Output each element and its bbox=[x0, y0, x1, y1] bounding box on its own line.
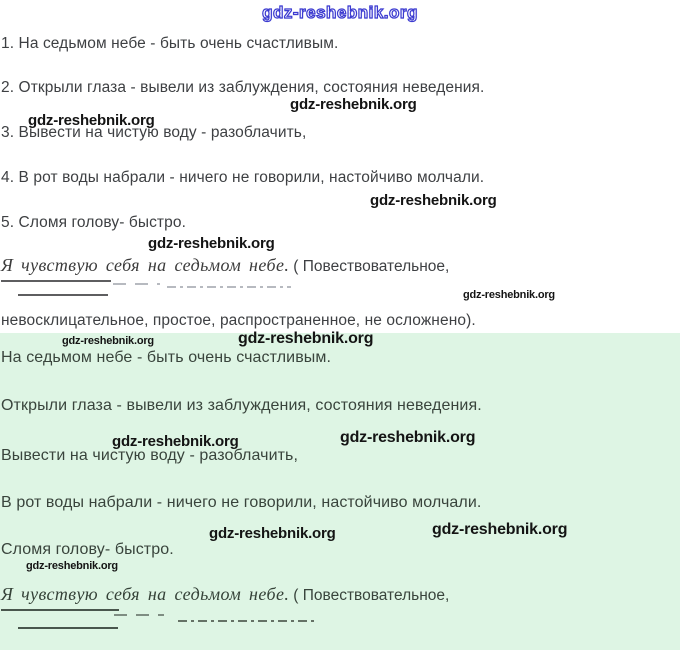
site-watermark: gdz-reshebnik.org bbox=[463, 289, 555, 301]
parsed-sentence-note: ( Повествовательное, bbox=[293, 587, 450, 604]
site-watermark: gdz-reshebnik.org bbox=[26, 560, 118, 572]
sentence-continuation: невосклицательное, простое, распространенное, не осложнено). bbox=[1, 312, 476, 329]
subject-underline bbox=[1, 280, 111, 282]
site-watermark: gdz-reshebnik.org bbox=[112, 433, 239, 450]
adverbial-underline bbox=[167, 286, 291, 288]
site-watermark: gdz-reshebnik.org bbox=[238, 330, 374, 347]
parsed-sentence-note: ( Повествовательное, bbox=[293, 258, 450, 275]
site-watermark: gdz-reshebnik.org bbox=[28, 112, 155, 129]
answer-item-4: В рот воды набрали - ничего не говорили, настойчиво молчали. bbox=[1, 494, 482, 511]
subject-underline bbox=[1, 609, 119, 611]
answer-item-1: На седьмом небе - быть очень счастливым. bbox=[1, 349, 332, 366]
parsed-sentence-italic: Я чувствую себя на седьмом небе. bbox=[1, 584, 290, 604]
parsed-sentence-italic: Я чувствую себя на седьмом небе. bbox=[1, 255, 290, 275]
site-watermark: gdz-reshebnik.org bbox=[209, 525, 336, 542]
predicate-underline-2 bbox=[18, 627, 118, 629]
site-watermark: gdz-reshebnik.org bbox=[370, 192, 497, 209]
object-underline bbox=[114, 614, 164, 616]
idiom-item-2: 2. Открыли глаза - вывели из заблуждения, состояния неведения. bbox=[1, 79, 485, 96]
site-watermark: gdz-reshebnik.org bbox=[148, 235, 275, 252]
site-watermark: gdz-reshebnik.org bbox=[62, 335, 154, 347]
site-watermark: gdz-reshebnik.org bbox=[340, 429, 476, 446]
site-watermark-blue: gdz-reshebnik.org bbox=[262, 3, 418, 22]
adverbial-underline bbox=[178, 620, 318, 622]
idiom-item-5: 5. Сломя голову- быстро. bbox=[1, 214, 186, 231]
answer-item-5: Сломя голову- быстро. bbox=[1, 541, 174, 558]
predicate-underline-2 bbox=[18, 294, 108, 296]
parsed-sentence bbox=[1, 255, 449, 276]
answer-item-3: Вывести на чистую воду - разоблачить, bbox=[1, 447, 299, 464]
idiom-item-3: 3. Вывести на чистую воду - разоблачить, bbox=[1, 124, 307, 141]
idiom-item-1: 1. На седьмом небе - быть очень счастливым. bbox=[1, 35, 339, 52]
site-watermark: gdz-reshebnik.org bbox=[432, 521, 568, 538]
site-watermark: gdz-reshebnik.org bbox=[290, 96, 417, 113]
parsed-sentence-green bbox=[1, 584, 449, 605]
idiom-item-4: 4. В рот воды набрали - ничего не говорили, настойчиво молчали. bbox=[1, 169, 485, 186]
object-underline bbox=[113, 283, 160, 285]
answer-item-2: Открыли глаза - вывели из заблуждения, состояния неведения. bbox=[1, 397, 482, 414]
